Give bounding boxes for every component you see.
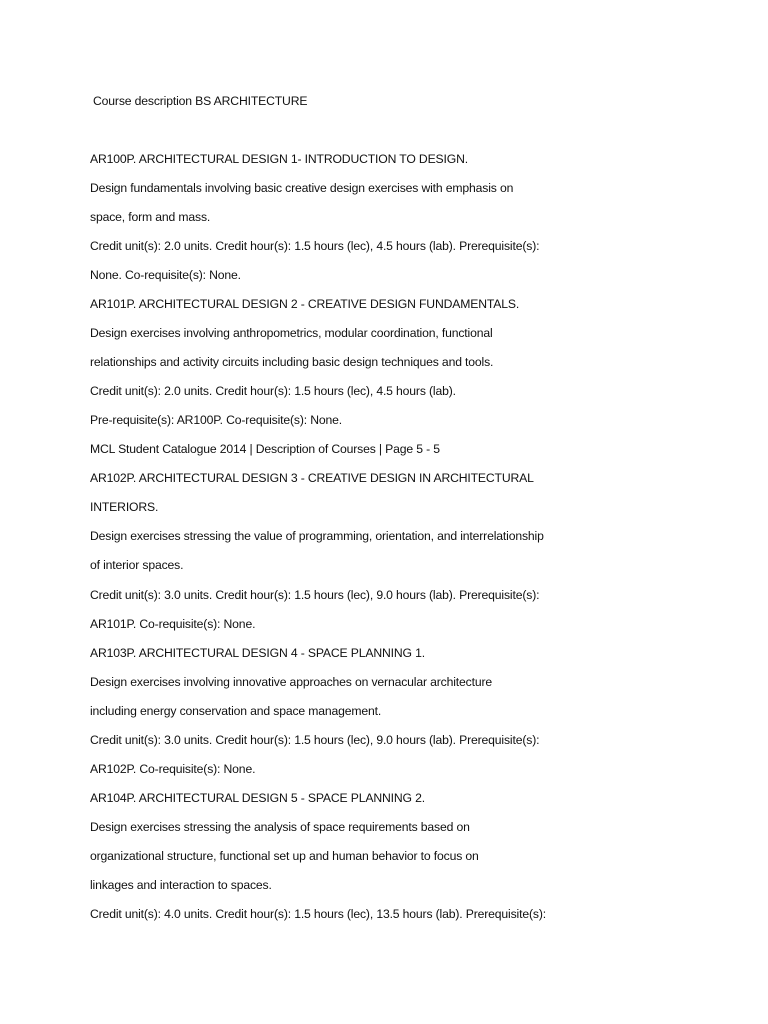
course-credit-line: Credit unit(s): 2.0 units. Credit hour(s): 1.5 hours (lec), 4.5 hours (lab). (90, 384, 456, 398)
course-credit-line: Credit unit(s): 3.0 units. Credit hour(s): 1.5 hours (lec), 9.0 hours (lab). Prerequisite(s): (90, 588, 540, 602)
course-description-line: space, form and mass. (90, 210, 211, 224)
course-description-line: Design fundamentals involving basic creative design exercises with emphasis on (90, 181, 514, 195)
course-requisite-line: Pre-requisite(s): AR100P. Co-requisite(s): None. (90, 413, 343, 427)
document-title: Course description BS ARCHITECTURE (93, 94, 308, 108)
course-requisite-line: None. Co-requisite(s): None. (90, 268, 241, 282)
course-description-line: Design exercises stressing the analysis of space requirements based on (90, 820, 470, 834)
course-description-line: linkages and interaction to spaces. (90, 878, 272, 892)
course-heading-ar100p: AR100P. ARCHITECTURAL DESIGN 1- INTRODUCTION TO DESIGN. (90, 152, 468, 166)
course-heading-continuation: INTERIORS. (90, 500, 159, 514)
course-credit-line: Credit unit(s): 2.0 units. Credit hour(s): 1.5 hours (lec), 4.5 hours (lab). Prerequisite(s): (90, 239, 540, 253)
page-footer-text: MCL Student Catalogue 2014 | Description of Courses | Page 5 - 5 (90, 442, 440, 456)
course-description-line: Design exercises stressing the value of programming, orientation, and interrelationship (90, 529, 544, 543)
course-description-line: Design exercises involving innovative approaches on vernacular architecture (90, 675, 492, 689)
course-heading-ar103p: AR103P. ARCHITECTURAL DESIGN 4 - SPACE PLANNING 1. (90, 646, 425, 660)
course-heading-ar104p: AR104P. ARCHITECTURAL DESIGN 5 - SPACE PLANNING 2. (90, 791, 425, 805)
course-description-line: including energy conservation and space management. (90, 704, 382, 718)
course-description-line: of interior spaces. (90, 558, 184, 572)
course-description-line: Design exercises involving anthropometrics, modular coordination, functional (90, 326, 493, 340)
course-description-line: relationships and activity circuits including basic design techniques and tools. (90, 355, 494, 369)
course-requisite-line: AR101P. Co-requisite(s): None. (90, 617, 256, 631)
course-credit-line: Credit unit(s): 4.0 units. Credit hour(s): 1.5 hours (lec), 13.5 hours (lab). Prerequisite(s): (90, 907, 546, 921)
course-requisite-line: AR102P. Co-requisite(s): None. (90, 762, 256, 776)
course-heading-ar102p: AR102P. ARCHITECTURAL DESIGN 3 - CREATIVE DESIGN IN ARCHITECTURAL (90, 471, 534, 485)
course-credit-line: Credit unit(s): 3.0 units. Credit hour(s): 1.5 hours (lec), 9.0 hours (lab). Prerequisite(s): (90, 733, 540, 747)
course-description-line: organizational structure, functional set up and human behavior to focus on (90, 849, 479, 863)
course-heading-ar101p: AR101P. ARCHITECTURAL DESIGN 2 - CREATIVE DESIGN FUNDAMENTALS. (90, 297, 520, 311)
